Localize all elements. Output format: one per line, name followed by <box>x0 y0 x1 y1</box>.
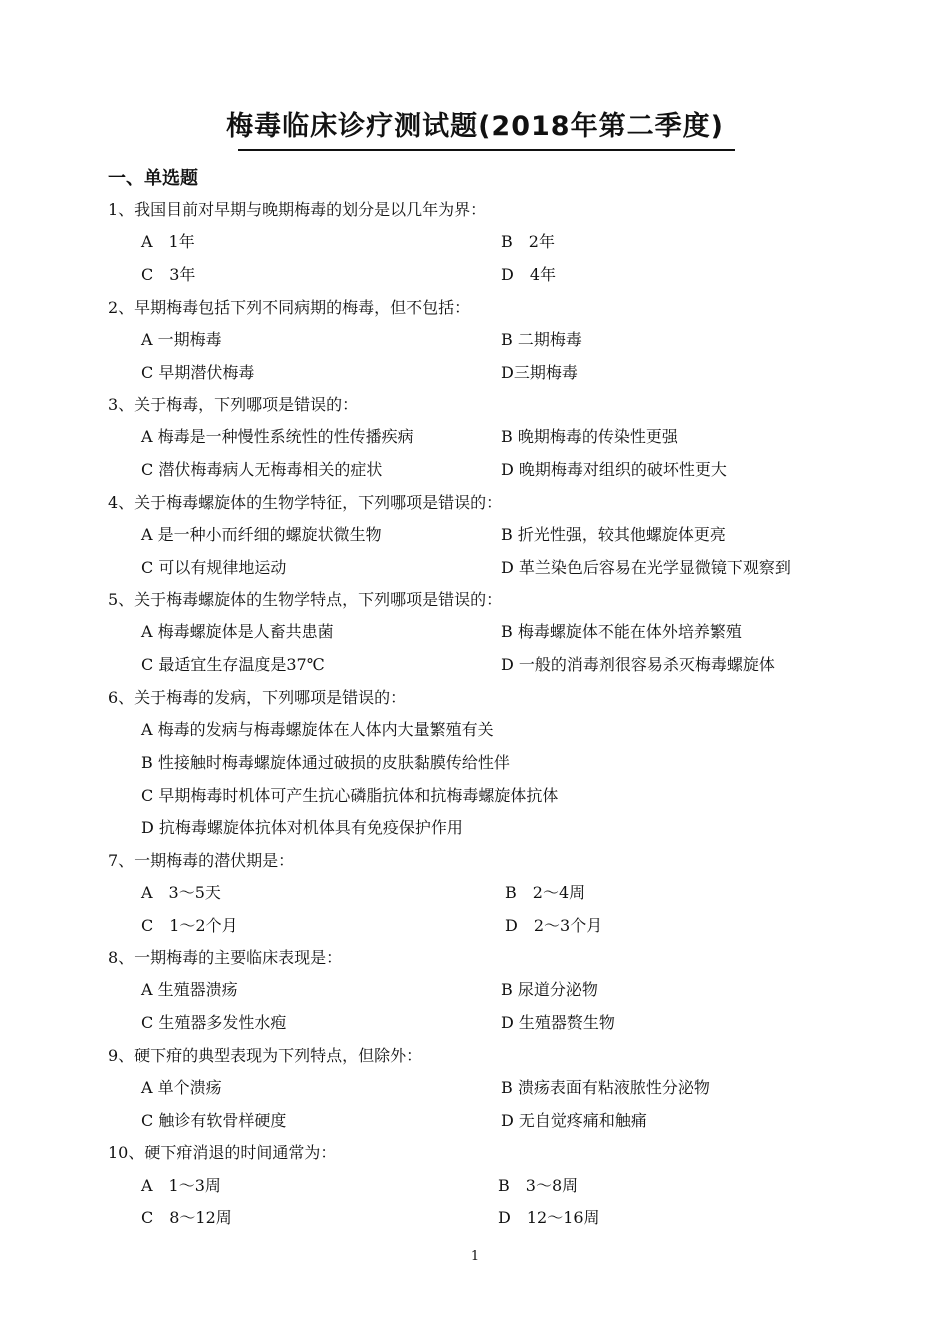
question-stem: 6、关于梅毒的发病，下列哪项是错误的： <box>108 688 407 707</box>
answer-option: D 抗梅毒螺旋体抗体对机体具有免疫保护作用 <box>141 818 463 837</box>
answer-option: B 2～4周 <box>505 883 586 902</box>
section-heading: 一、单选题 <box>108 168 198 189</box>
question-stem: 4、关于梅毒螺旋体的生物学特征，下列哪项是错误的： <box>108 493 503 512</box>
answer-option: B 性接触时梅毒螺旋体通过破损的皮肤黏膜传给性伴 <box>141 753 510 772</box>
page-number: 1 <box>470 1249 480 1264</box>
question-stem: 8、一期梅毒的主要临床表现是： <box>108 948 343 967</box>
answer-option: C 最适宜生存温度是37℃ <box>141 655 325 674</box>
answer-option: C 可以有规律地运动 <box>141 558 287 577</box>
question-stem: 3、关于梅毒，下列哪项是错误的： <box>108 395 359 414</box>
answer-option: A 梅毒螺旋体是人畜共患菌 <box>141 622 334 641</box>
answer-option: D 生殖器赘生物 <box>501 1013 615 1032</box>
answer-option: A 1年 <box>141 232 195 251</box>
answer-option: B 2年 <box>501 232 555 251</box>
answer-option: C 早期梅毒时机体可产生抗心磷脂抗体和抗梅毒螺旋体抗体 <box>141 786 559 805</box>
question-stem: 10、硬下疳消退的时间通常为： <box>108 1143 337 1162</box>
answer-option: C 3年 <box>141 265 196 284</box>
answer-option: C 1～2个月 <box>141 916 238 935</box>
answer-option: D三期梅毒 <box>501 363 578 382</box>
answer-option: A 生殖器溃疡 <box>141 980 238 999</box>
answer-option: D 革兰染色后容易在光学显微镜下观察到 <box>501 558 791 577</box>
answer-option: C 潜伏梅毒病人无梅毒相关的症状 <box>141 460 383 479</box>
answer-option: A 1～3周 <box>141 1176 221 1195</box>
answer-option: A 是一种小而纤细的螺旋状微生物 <box>141 525 382 544</box>
answer-option: D 2～3个月 <box>505 916 603 935</box>
answer-option: A 单个溃疡 <box>141 1078 222 1097</box>
answer-option: A 一期梅毒 <box>141 330 222 349</box>
answer-option: B 梅毒螺旋体不能在体外培养繁殖 <box>501 622 742 641</box>
question-stem: 5、关于梅毒螺旋体的生物学特点，下列哪项是错误的： <box>108 590 503 609</box>
question-stem: 9、硬下疳的典型表现为下列特点，但除外： <box>108 1046 423 1065</box>
document-title: 梅毒临床诊疗测试题(2018年第二季度) <box>226 111 724 142</box>
answer-option: D 一般的消毒剂很容易杀灭梅毒螺旋体 <box>501 655 775 674</box>
question-stem: 1、我国目前对早期与晚期梅毒的划分是以几年为界： <box>108 200 487 219</box>
answer-option: C 生殖器多发性水疱 <box>141 1013 287 1032</box>
answer-option: C 触诊有软骨样硬度 <box>141 1111 287 1130</box>
answer-option: A 梅毒的发病与梅毒螺旋体在人体内大量繁殖有关 <box>141 720 494 739</box>
answer-option: A 3～5天 <box>141 883 221 902</box>
answer-option: C 8～12周 <box>141 1208 232 1227</box>
answer-option: D 4年 <box>501 265 557 284</box>
answer-option: B 溃疡表面有粘液脓性分泌物 <box>501 1078 710 1097</box>
answer-option: B 二期梅毒 <box>501 330 582 349</box>
answer-option: A 梅毒是一种慢性系统性的性传播疾病 <box>141 427 414 446</box>
answer-option: B 尿道分泌物 <box>501 980 598 999</box>
answer-option: B 折光性强，较其他螺旋体更亮 <box>501 525 726 544</box>
answer-option: C 早期潜伏梅毒 <box>141 363 255 382</box>
answer-option: B 3～8周 <box>498 1176 579 1195</box>
answer-option: D 12～16周 <box>498 1208 600 1227</box>
question-stem: 2、早期梅毒包括下列不同病期的梅毒，但不包括： <box>108 298 471 317</box>
answer-option: D 晚期梅毒对组织的破坏性更大 <box>501 460 727 479</box>
question-stem: 7、一期梅毒的潜伏期是： <box>108 851 295 870</box>
answer-option: B 晚期梅毒的传染性更强 <box>501 427 678 446</box>
answer-option: D 无自觉疼痛和触痛 <box>501 1111 647 1130</box>
